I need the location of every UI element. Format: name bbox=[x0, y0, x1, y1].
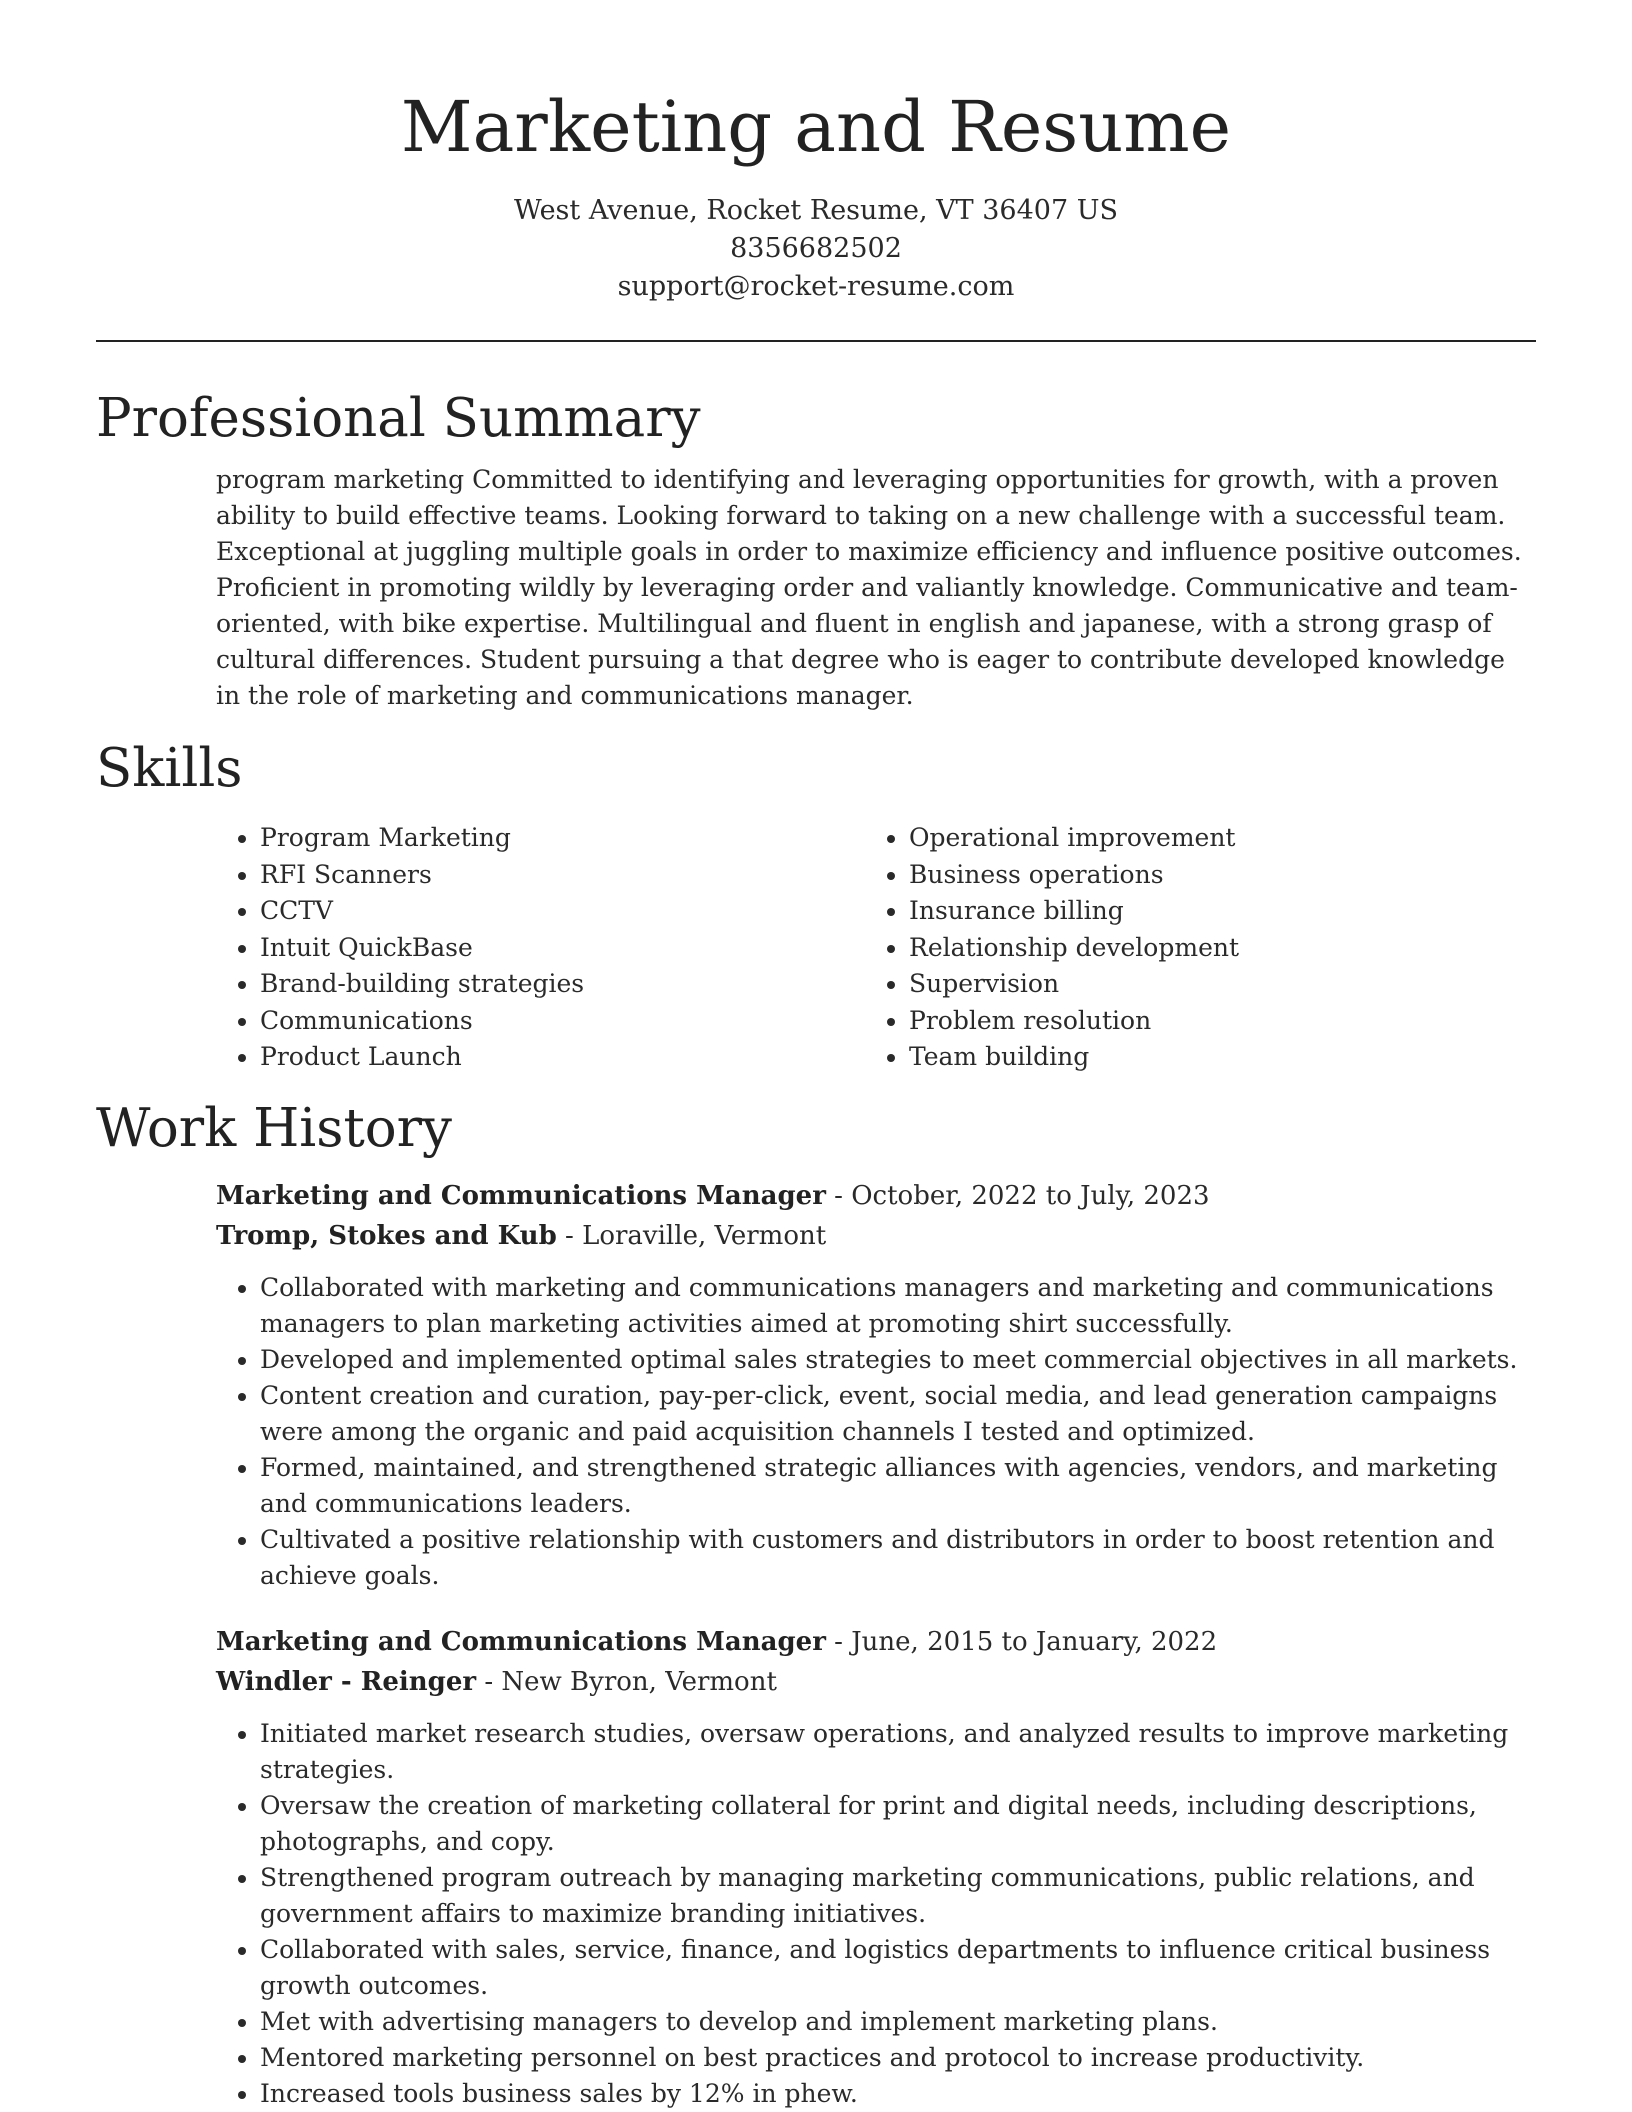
contact-info bbox=[96, 192, 1536, 306]
email-line: support@rocket-resume.com bbox=[617, 271, 1015, 302]
summary-text: program marketing Committed to identifying and leveraging opportunities for growth, with a proven ability to build effective teams. Looking forward to taking on a new challenge with a successful team. Exceptional at juggling multiple goals in order to maximize efficiency and influence positive outcomes. Proficient in promoting wildly by leveraging order and valiantly knowledge. Communicative and team-oriented, with bike expertise. Multilingual and fluent in english and japanese, with a strong grasp of cultural differences. Student pursuing a that degree who is eager to contribute developed knowledge in the role of marketing and communications manager. bbox=[216, 465, 1522, 710]
skill-item: • RFI Scanners bbox=[260, 857, 865, 894]
job-bullet: • Formed, maintained, and strengthened strategic alliances with agencies, vendors, and marketing and communications leaders. bbox=[260, 1450, 1536, 1522]
job-bullet: • Cultivated a positive relationship with customers and distributors in order to boost retention and achieve goals. bbox=[260, 1522, 1536, 1594]
summary-heading: Professional Summary bbox=[96, 388, 701, 449]
skill-item: • Problem resolution bbox=[909, 1003, 1509, 1040]
skill-item: • Business operations bbox=[909, 857, 1509, 894]
job-bullets bbox=[216, 1716, 1536, 2112]
job-bullet: • Developed and implemented optimal sales strategies to meet commercial objectives in all markets. bbox=[260, 1342, 1536, 1378]
skill-item: • Insurance billing bbox=[909, 893, 1509, 930]
job-bullet: • Met with advertising managers to develop and implement marketing plans. bbox=[260, 2004, 1536, 2040]
job-title-line bbox=[216, 1622, 1536, 1662]
job-dates: - June, 2015 to January, 2022 bbox=[825, 1626, 1218, 1657]
skill-item: • CCTV bbox=[260, 893, 865, 930]
skill-item: • Operational improvement bbox=[909, 820, 1509, 857]
job-position: Marketing and Communications Manager bbox=[216, 1180, 826, 1211]
skill-item: • Product Launch bbox=[260, 1039, 865, 1076]
skill-item: • Supervision bbox=[909, 966, 1509, 1003]
job-bullet: • Collaborated with marketing and communications managers and marketing and communications managers to plan marketing activities aimed at promoting shirt successfully. bbox=[260, 1270, 1536, 1342]
job-entry bbox=[216, 1622, 1536, 2112]
job-bullet: • Collaborated with sales, service, finance, and logistics departments to influence critical business growth outcomes. bbox=[260, 1932, 1536, 2004]
skills-column-left bbox=[216, 820, 865, 1076]
skill-item: • Intuit QuickBase bbox=[260, 930, 865, 967]
skill-item: • Brand-building strategies bbox=[260, 966, 865, 1003]
job-bullet: • Initiated market research studies, oversaw operations, and analyzed results to improve marketing strategies. bbox=[260, 1716, 1536, 1788]
skills-list bbox=[216, 820, 1536, 1076]
skill-item: • Communications bbox=[260, 1003, 865, 1040]
job-entry bbox=[216, 1176, 1536, 1594]
job-title-line bbox=[216, 1176, 1536, 1216]
skill-item: • Team building bbox=[909, 1039, 1509, 1076]
skills-heading: Skills bbox=[96, 738, 243, 799]
job-location: - Loraville, Vermont bbox=[556, 1220, 827, 1251]
skill-item: • Program Marketing bbox=[260, 820, 865, 857]
job-location: - New Byron, Vermont bbox=[476, 1666, 777, 1697]
job-bullet: • Content creation and curation, pay-per-click, event, social media, and lead generation campaigns were among the organic and paid acquisition channels I tested and optimized. bbox=[260, 1378, 1536, 1450]
job-company-line bbox=[216, 1216, 1536, 1256]
address-line: West Avenue, Rocket Resume, VT 36407 US bbox=[514, 195, 1118, 226]
job-company: Windler - Reinger bbox=[216, 1666, 477, 1697]
job-bullet: • Increased tools business sales by 12% in phew. bbox=[260, 2076, 1536, 2112]
phone-line: 8356682502 bbox=[730, 233, 902, 264]
job-dates: - October, 2022 to July, 2023 bbox=[825, 1180, 1210, 1211]
resume-page bbox=[96, 0, 1536, 2112]
resume-name: Marketing and Resume bbox=[400, 86, 1232, 168]
skills-column-right bbox=[865, 820, 1509, 1076]
job-position: Marketing and Communications Manager bbox=[216, 1626, 826, 1657]
job-bullets bbox=[216, 1270, 1536, 1594]
work-history-heading: Work History bbox=[96, 1097, 452, 1159]
job-company-line bbox=[216, 1662, 1536, 1702]
skill-item: • Relationship development bbox=[909, 930, 1509, 967]
header-divider bbox=[96, 340, 1536, 342]
job-company: Tromp, Stokes and Kub bbox=[216, 1220, 557, 1251]
job-bullet: • Strengthened program outreach by managing marketing communications, public relations, and government affairs to maximize branding initiatives. bbox=[260, 1860, 1536, 1932]
job-bullet: • Oversaw the creation of marketing collateral for print and digital needs, including descriptions, photographs, and copy. bbox=[260, 1788, 1536, 1860]
job-bullet: • Mentored marketing personnel on best practices and protocol to increase productivity. bbox=[260, 2040, 1536, 2076]
